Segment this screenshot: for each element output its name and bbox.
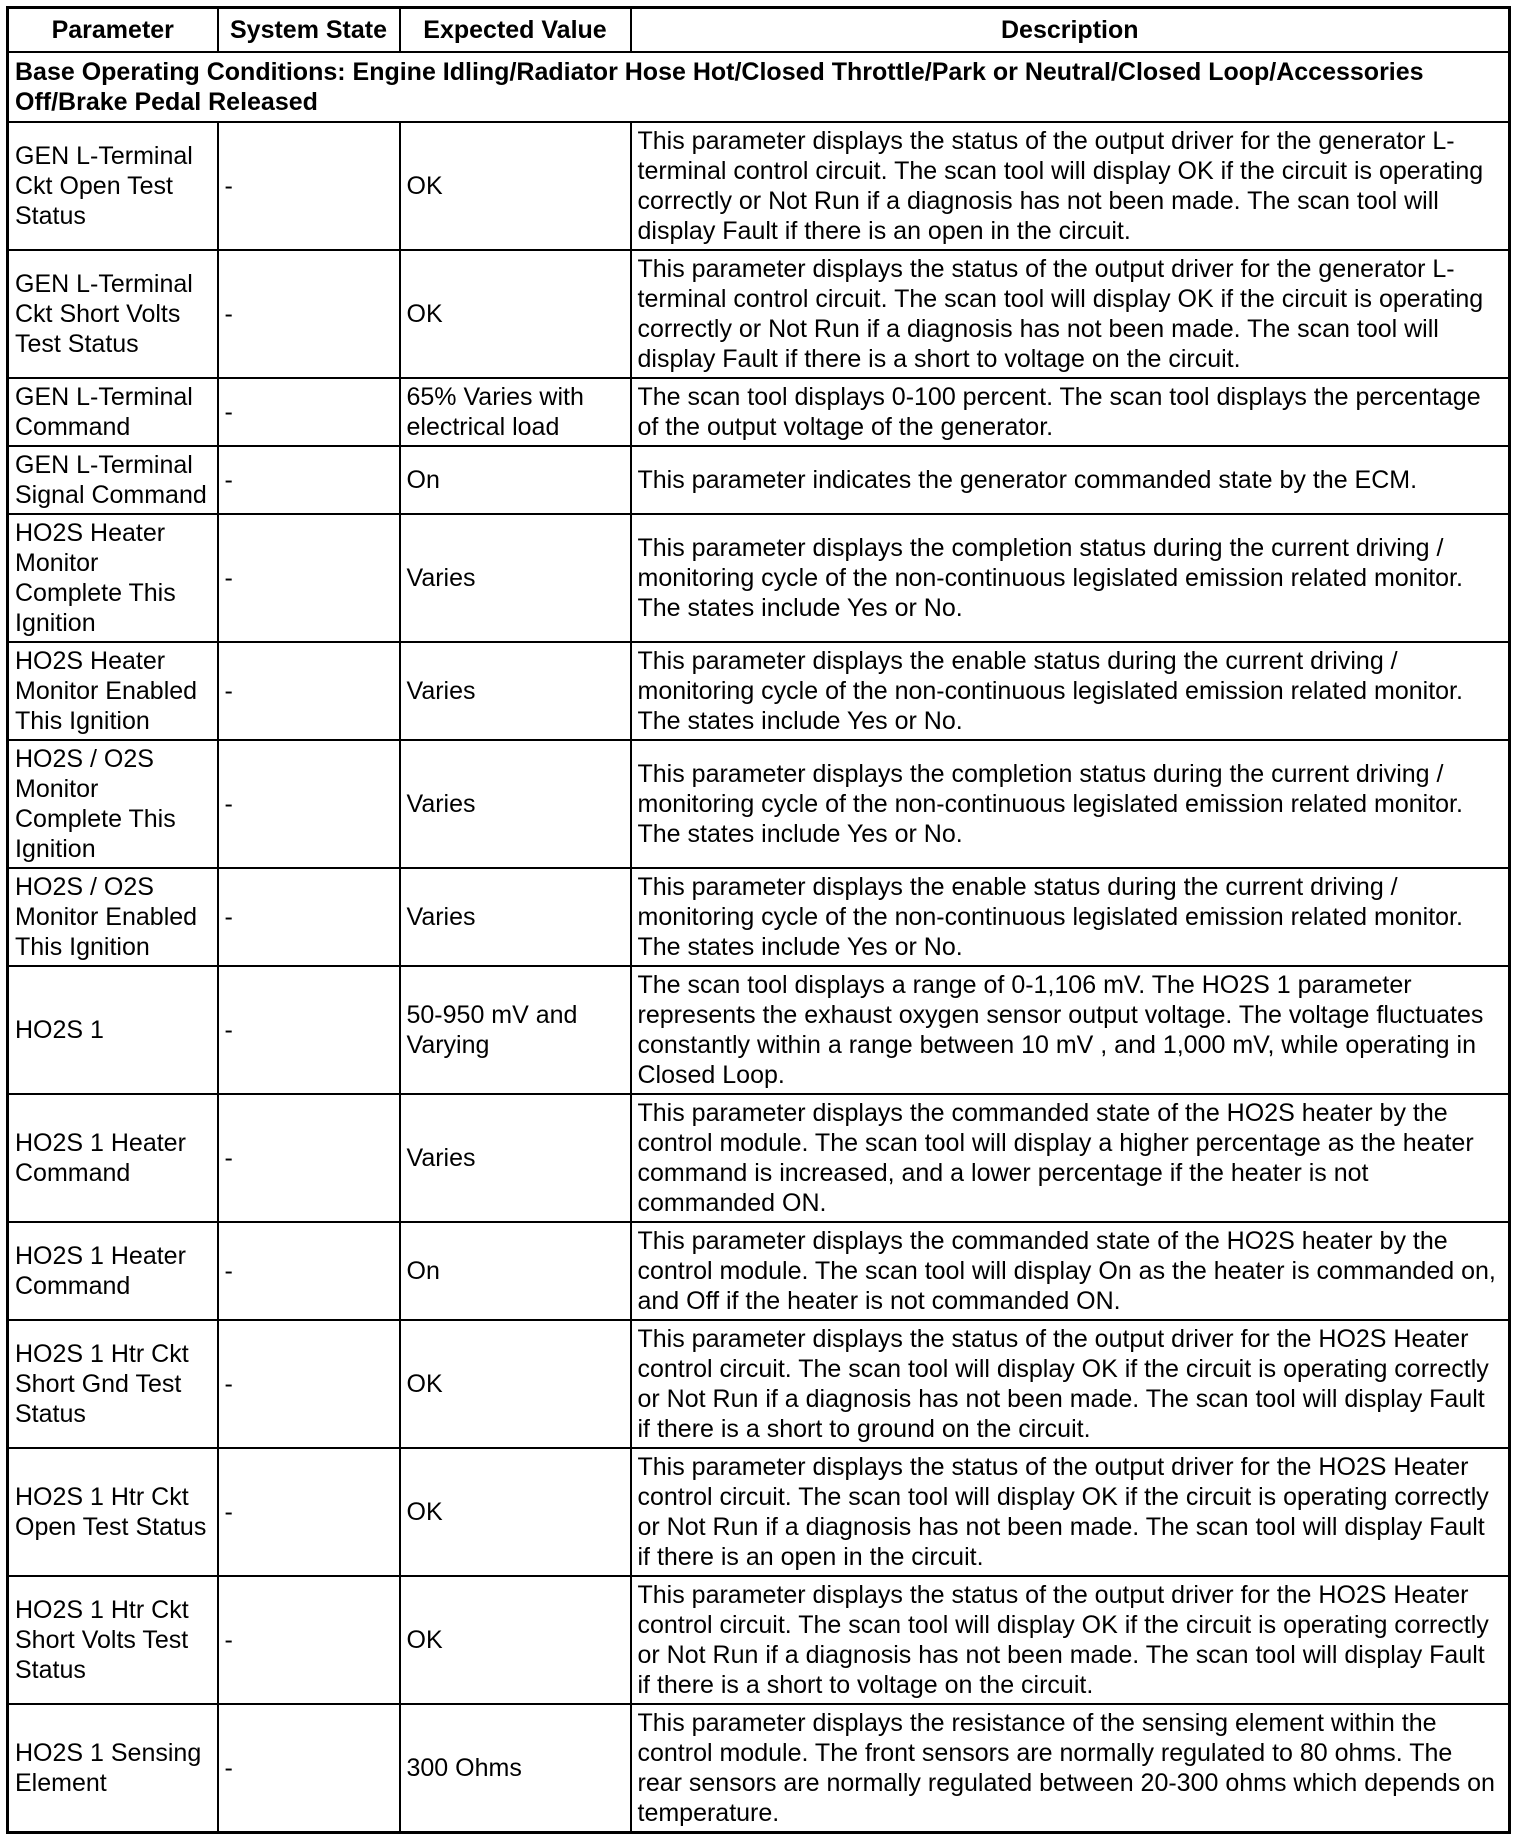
cell-system-state: - bbox=[218, 122, 400, 250]
cell-expected-value: OK bbox=[400, 1448, 631, 1576]
cell-system-state: - bbox=[218, 1320, 400, 1448]
table-row bbox=[8, 1320, 1510, 1448]
table-row bbox=[8, 642, 1510, 740]
table-row bbox=[8, 122, 1510, 250]
cell-expected-value: Varies bbox=[400, 868, 631, 966]
cell-expected-value: Varies bbox=[400, 642, 631, 740]
base-conditions: Base Operating Conditions: Engine Idling/Radiator Hose Hot/Closed Throttle/Park or Neutral/Closed Loop/Accessories Off/Brake Pedal Released bbox=[8, 52, 1510, 122]
cell-expected-value: OK bbox=[400, 250, 631, 378]
table-row bbox=[8, 446, 1510, 514]
header-row bbox=[8, 8, 1510, 53]
cell-parameter: HO2S 1 Heater Command bbox=[8, 1222, 218, 1320]
cell-description: This parameter displays the resistance of the sensing element within the control module. The front sensors are normally regulated to 80 ohms. The rear sensors are normally regulated between 20-300 ohms which depends on temperature. bbox=[631, 1704, 1510, 1833]
cell-description: This parameter displays the enable status during the current driving / monitoring cycle of the non-continuous legislated emission related monitor. The states include Yes or No. bbox=[631, 642, 1510, 740]
cell-parameter: HO2S 1 bbox=[8, 966, 218, 1094]
table-body bbox=[8, 52, 1510, 1833]
cell-parameter: GEN L-Terminal Ckt Short Volts Test Status bbox=[8, 250, 218, 378]
cell-system-state: - bbox=[218, 1448, 400, 1576]
cell-system-state: - bbox=[218, 966, 400, 1094]
cell-parameter: HO2S 1 Htr Ckt Short Volts Test Status bbox=[8, 1576, 218, 1704]
cell-system-state: - bbox=[218, 1576, 400, 1704]
base-conditions-row bbox=[8, 52, 1510, 122]
cell-system-state: - bbox=[218, 378, 400, 446]
cell-parameter: HO2S / O2S Monitor Enabled This Ignition bbox=[8, 868, 218, 966]
cell-system-state: - bbox=[218, 1704, 400, 1833]
cell-parameter: HO2S 1 Htr Ckt Short Gnd Test Status bbox=[8, 1320, 218, 1448]
cell-system-state: - bbox=[218, 446, 400, 514]
cell-expected-value: On bbox=[400, 1222, 631, 1320]
cell-system-state: - bbox=[218, 1222, 400, 1320]
cell-description: This parameter displays the completion status during the current driving / monitoring cycle of the non-continuous legislated emission related monitor. The states include Yes or No. bbox=[631, 740, 1510, 868]
table-row bbox=[8, 740, 1510, 868]
table-header bbox=[8, 8, 1510, 53]
cell-parameter: GEN L-Terminal Signal Command bbox=[8, 446, 218, 514]
cell-parameter: HO2S 1 Htr Ckt Open Test Status bbox=[8, 1448, 218, 1576]
cell-parameter: GEN L-Terminal Ckt Open Test Status bbox=[8, 122, 218, 250]
header-system-state: System State bbox=[218, 8, 400, 53]
cell-system-state: - bbox=[218, 642, 400, 740]
cell-parameter: HO2S Heater Monitor Enabled This Ignition bbox=[8, 642, 218, 740]
header-description: Description bbox=[631, 8, 1510, 53]
cell-description: This parameter indicates the generator commanded state by the ECM. bbox=[631, 446, 1510, 514]
cell-expected-value: On bbox=[400, 446, 631, 514]
cell-expected-value: Varies bbox=[400, 740, 631, 868]
table-row bbox=[8, 1704, 1510, 1833]
cell-description: The scan tool displays 0-100 percent. The scan tool displays the percentage of the output voltage of the generator. bbox=[631, 378, 1510, 446]
table-row bbox=[8, 1576, 1510, 1704]
cell-description: This parameter displays the status of the output driver for the generator L-terminal control circuit. The scan tool will display OK if the circuit is operating correctly or Not Run if a diagnosis has not been made. The scan tool will display Fault if there is a short to voltage on the circuit. bbox=[631, 250, 1510, 378]
parameter-table bbox=[6, 6, 1511, 1834]
cell-parameter: HO2S 1 Sensing Element bbox=[8, 1704, 218, 1833]
cell-description: This parameter displays the status of the output driver for the HO2S Heater control circuit. The scan tool will display OK if the circuit is operating correctly or Not Run if a diagnosis has not been made. The scan tool will display Fault if there is an open in the circuit. bbox=[631, 1448, 1510, 1576]
table-row bbox=[8, 250, 1510, 378]
table-row bbox=[8, 1448, 1510, 1576]
cell-expected-value: 300 Ohms bbox=[400, 1704, 631, 1833]
cell-description: This parameter displays the status of the output driver for the HO2S Heater control circuit. The scan tool will display OK if the circuit is operating correctly or Not Run if a diagnosis has not been made. The scan tool will display Fault if there is a short to ground on the circuit. bbox=[631, 1320, 1510, 1448]
cell-description: This parameter displays the status of the output driver for the HO2S Heater control circuit. The scan tool will display OK if the circuit is operating correctly or Not Run if a diagnosis has not been made. The scan tool will display Fault if there is a short to voltage on the circuit. bbox=[631, 1576, 1510, 1704]
cell-system-state: - bbox=[218, 514, 400, 642]
cell-parameter: GEN L-Terminal Command bbox=[8, 378, 218, 446]
cell-description: The scan tool displays a range of 0-1,106 mV. The HO2S 1 parameter represents the exhaust oxygen sensor output voltage. The voltage fluctuates constantly within a range between 10 mV , and 1,000 mV, while operating in Closed Loop. bbox=[631, 966, 1510, 1094]
cell-parameter: HO2S / O2S Monitor Complete This Ignition bbox=[8, 740, 218, 868]
table-row bbox=[8, 1094, 1510, 1222]
table-row bbox=[8, 378, 1510, 446]
cell-system-state: - bbox=[218, 868, 400, 966]
cell-expected-value: OK bbox=[400, 122, 631, 250]
cell-expected-value: Varies bbox=[400, 514, 631, 642]
cell-expected-value: 65% Varies with electrical load bbox=[400, 378, 631, 446]
cell-expected-value: OK bbox=[400, 1320, 631, 1448]
cell-parameter: HO2S Heater Monitor Complete This Ignition bbox=[8, 514, 218, 642]
cell-system-state: - bbox=[218, 740, 400, 868]
cell-description: This parameter displays the status of the output driver for the generator L-terminal control circuit. The scan tool will display OK if the circuit is operating correctly or Not Run if a diagnosis has not been made. The scan tool will display Fault if there is an open in the circuit. bbox=[631, 122, 1510, 250]
table-row bbox=[8, 514, 1510, 642]
table-row bbox=[8, 868, 1510, 966]
cell-expected-value: OK bbox=[400, 1576, 631, 1704]
cell-description: This parameter displays the completion status during the current driving / monitoring cycle of the non-continuous legislated emission related monitor. The states include Yes or No. bbox=[631, 514, 1510, 642]
header-expected-value: Expected Value bbox=[400, 8, 631, 53]
cell-expected-value: 50-950 mV and Varying bbox=[400, 966, 631, 1094]
cell-expected-value: Varies bbox=[400, 1094, 631, 1222]
cell-system-state: - bbox=[218, 1094, 400, 1222]
cell-description: This parameter displays the commanded state of the HO2S heater by the control module. The scan tool will display On as the heater is commanded on, and Off if the heater is not commanded ON. bbox=[631, 1222, 1510, 1320]
table-row bbox=[8, 966, 1510, 1094]
header-parameter: Parameter bbox=[8, 8, 218, 53]
cell-description: This parameter displays the enable status during the current driving / monitoring cycle of the non-continuous legislated emission related monitor. The states include Yes or No. bbox=[631, 868, 1510, 966]
cell-parameter: HO2S 1 Heater Command bbox=[8, 1094, 218, 1222]
cell-system-state: - bbox=[218, 250, 400, 378]
cell-description: This parameter displays the commanded state of the HO2S heater by the control module. The scan tool will display a higher percentage as the heater command is increased, and a lower percentage if the heater is not commanded ON. bbox=[631, 1094, 1510, 1222]
table-row bbox=[8, 1222, 1510, 1320]
